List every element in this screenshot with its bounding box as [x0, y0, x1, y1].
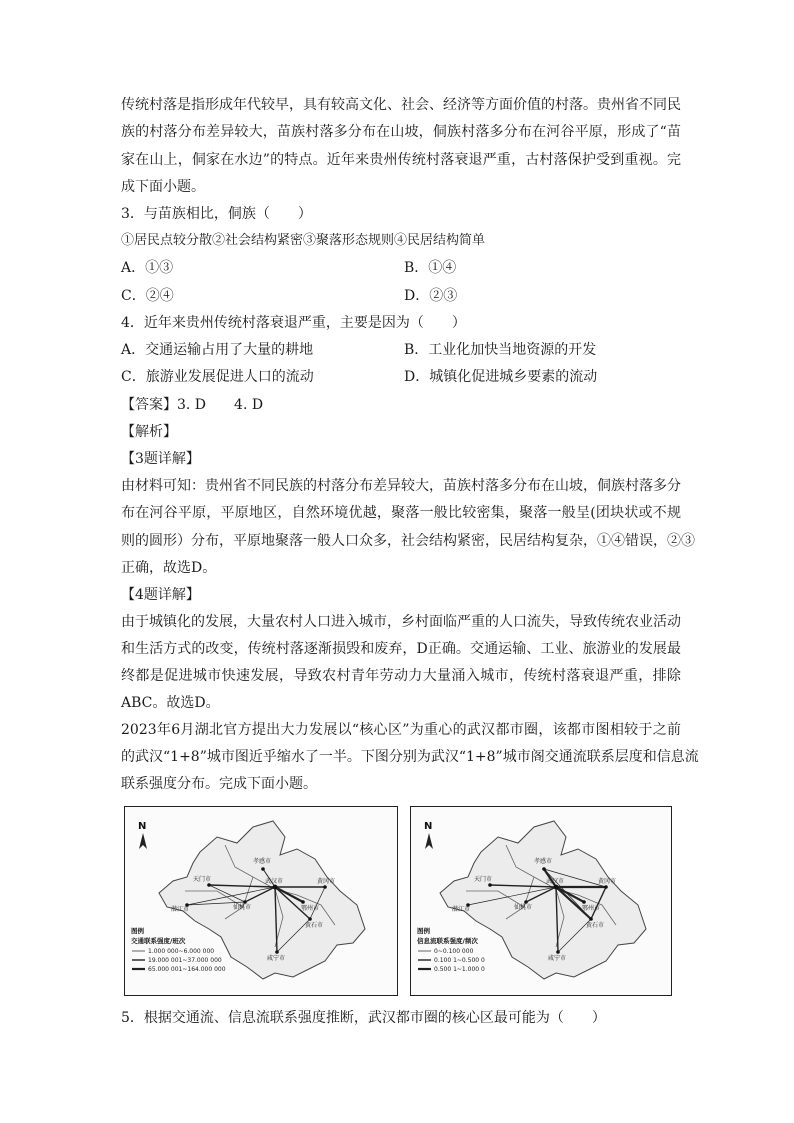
city-label-ezhou: 鄂州市: [301, 905, 320, 912]
q3-option-a: A．①③: [121, 260, 174, 276]
city-label-huanggang: 黄冈市: [598, 878, 617, 885]
analysis-heading: 【解析】: [121, 424, 177, 440]
information-legend: [417, 926, 485, 973]
city-label-xianning: 咸宁市: [267, 955, 286, 962]
legend-title: 图例: [131, 927, 144, 935]
detail-4-line-1: 由于城镇化的发展，大量农村人口进入城市，乡村面临严重的人口流失，导致传统农业活动: [121, 614, 681, 630]
q3-option-b: B．①④: [404, 260, 457, 276]
map-figures: [124, 806, 672, 996]
detail-3-line-4: 正确，故选D。: [121, 560, 217, 576]
q4-option-a: A．交通运输占用了大量的耕地: [121, 342, 314, 358]
detail-3-line-2: 布在河谷平原，平原地区，自然环境优越，聚落一般比较密集，聚落一般呈(团块状或不规: [121, 505, 681, 521]
city-label-wuhan: 武汉市: [265, 878, 284, 885]
traffic-flow-map: [124, 806, 398, 996]
detail-3-line-3: 则的圆形）分布，平原地聚落一般人口众多，社会结构紧密，民居结构复杂，①④错误，②③: [121, 533, 695, 549]
city-label-huangshi: 黄石市: [586, 922, 605, 929]
city-label-huanggang: 黄冈市: [317, 878, 336, 885]
q3-option-c: C．②④: [121, 288, 174, 304]
city-label-xianning: 咸宁市: [548, 955, 567, 962]
city-label-tianmen: 天门市: [474, 876, 493, 883]
legend-level-3: 0.500 1~1.000 0: [434, 966, 485, 973]
question-3-stem: 3．与苗族相比，侗族（ ）: [121, 206, 312, 222]
intro2-line-2: 的武汉“1+8”城市图近乎缩水了一半。下图分别为武汉“1+8”城市阁交通流联系层度和信息流: [121, 749, 699, 765]
region-outline: [159, 821, 365, 979]
city-label-xiantao: 仙桃市: [514, 904, 533, 911]
intro2-line-3: 联系强度分布。完成下面小题。: [121, 776, 317, 792]
legend-subtitle: 信息流联系强度/频次: [417, 937, 478, 945]
intro-line-3: 家在山上，侗家在水边”的特点。近年来贵州传统村落衰退严重，古村落保护受到重视。完: [121, 152, 681, 168]
north-arrow-icon: [424, 821, 433, 849]
city-label-tianmen: 天门市: [193, 876, 212, 883]
detail-4-line-4: ABC。故选D。: [121, 695, 220, 711]
information-flow-map: [410, 806, 672, 996]
legend-level-1: 1.000 000~6.000 000: [148, 948, 215, 955]
intro-line-2: 族的村落分布差异较大，苗族村落多分布在山坡，侗族村落多分布在河谷平原，形成了“苗: [121, 124, 681, 140]
legend-level-2: 0.100 1~0.500 0: [434, 957, 485, 964]
detail-3-heading: 【3题详解】: [121, 451, 200, 467]
q4-option-b: B．工业化加快当地资源的开发: [404, 342, 597, 358]
intro-line-4: 成下面小题。: [121, 179, 205, 195]
city-label-xiaogan: 孝感市: [534, 858, 553, 865]
traffic-legend: [131, 926, 226, 973]
question-5-stem: 5．根据交通流、信息流联系强度推断，武汉都市圈的核心区最可能为（ ）: [121, 1010, 606, 1026]
city-label-qianjiang: 潜江市: [171, 906, 190, 913]
question-3-items: ①居民点较分散②社会结构紧密③聚落形态规则④民居结构简单: [121, 233, 486, 248]
q4-option-d: D．城镇化促进城乡要素的流动: [404, 369, 598, 385]
legend-level-1: 0~0.100 000: [434, 948, 474, 955]
question-4-stem: 4．近年来贵州传统村落衰退严重，主要是因为（ ）: [121, 315, 466, 331]
city-label-wuhan: 武汉市: [546, 878, 565, 885]
north-arrow-icon: [138, 821, 147, 849]
q4-option-c: C．旅游业发展促进人口的流动: [121, 369, 314, 385]
city-label-huangshi: 黄石市: [305, 922, 324, 929]
answer-line: 【答案】3. D 4. D: [121, 397, 264, 413]
legend-level-2: 19.000 001~37.000 000: [148, 957, 222, 964]
city-label-xiaogan: 孝感市: [253, 858, 272, 865]
legend-title: 图例: [417, 927, 430, 935]
region-outline: [440, 821, 646, 979]
intro2-line-1: 2023年6月湖北官方提出大力发展以“核心区”为重心的武汉都市圈，该都市图相较于之前: [121, 722, 681, 738]
detail-3-line-1: 由材料可知：贵州省不同民族的村落分布差异较大，苗族村落多分布在山坡，侗族村落多分: [121, 478, 681, 494]
detail-4-line-2: 和生活方式的改变，传统村落逐渐损毁和废弃，D正确。交通运输、工业、旅游业的发展最: [121, 641, 681, 657]
intro-line-1: 传统村落是指形成年代较早，具有较高文化、社会、经济等方面价值的村落。贵州省不同民: [121, 97, 681, 113]
city-label-xiantao: 仙桃市: [233, 904, 252, 911]
q3-option-d: D．②③: [404, 288, 458, 304]
detail-4-line-3: 终都是促进城市快速发展，导致农村青年劳动力大量涌入城市，传统村落衰退严重，排除: [121, 668, 681, 684]
legend-level-3: 65.000 001~164.000 000: [148, 966, 226, 973]
city-label-ezhou: 鄂州市: [582, 905, 601, 912]
north-label: N: [424, 821, 433, 832]
legend-subtitle: 交通联系强度/班次: [131, 937, 186, 945]
north-label: N: [138, 821, 147, 832]
city-label-qianjiang: 潜江市: [452, 906, 471, 913]
detail-4-heading: 【4题详解】: [121, 587, 200, 603]
